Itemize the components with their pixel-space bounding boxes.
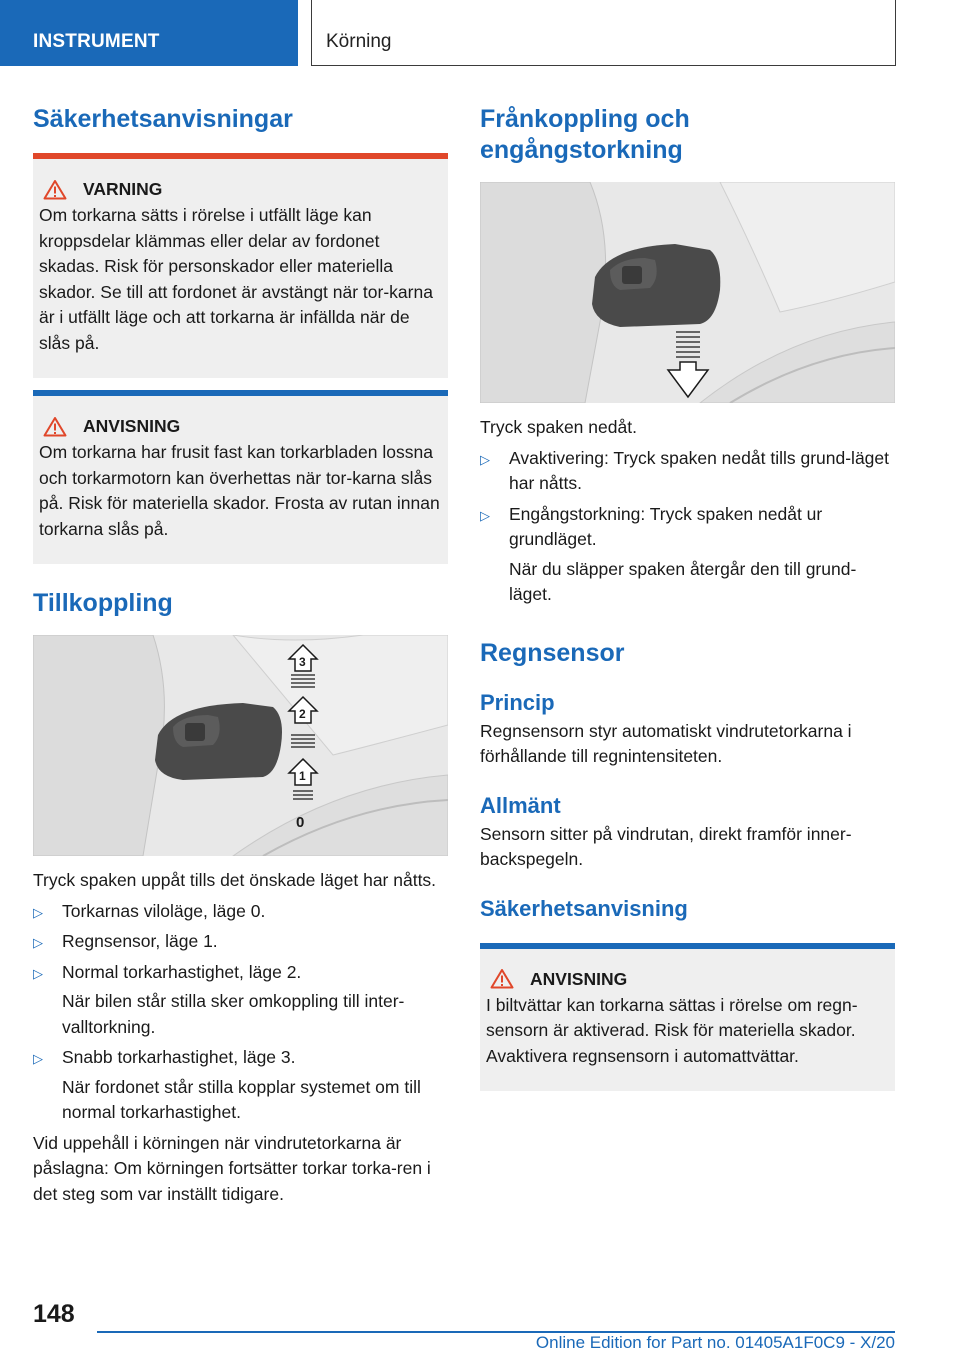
page-number: 148: [33, 1300, 75, 1328]
triangle-right-icon: ▷: [33, 965, 43, 981]
list-item: ▷ Normal torkarhastighet, läge 2.: [33, 960, 448, 986]
section-tab: INSTRUMENT: [0, 0, 298, 66]
position-label-1: 1: [299, 769, 306, 783]
heading-regnsensor: Regnsensor: [480, 638, 625, 667]
note-text: I biltvättar kan torkarna sättas i rörelse om regn-sensorn är aktiverad. Risk för materiella skador. Avaktivera regnsensorn i automattvättar.: [486, 994, 858, 1066]
triangle-right-icon: ▷: [480, 451, 490, 467]
heading-frankoppling: Frånkoppling och engångstorkning: [480, 105, 690, 164]
list-item: ▷ Engångstorkning: Tryck spaken nedåt ur grundläget.: [480, 503, 823, 549]
page-header: [0, 0, 960, 66]
note-box: [33, 390, 448, 564]
position-label-3: 3: [299, 655, 306, 669]
tillkoppling-list-cont: [33, 1045, 448, 1071]
princip-text: Regnsensorn styr automatiskt vindrutetorkarna i förhållande till regnintensiteten.: [480, 720, 852, 766]
warning-triangle-icon: [43, 179, 67, 200]
frankoppling-intro: Tryck spaken nedåt.: [480, 417, 637, 437]
right-column: [480, 100, 895, 1091]
note-title: [39, 414, 440, 438]
note-label: ANVISNING: [83, 416, 181, 436]
allmant-text: Sensorn sitter på vindrutan, direkt framför inner-backspegeln.: [480, 823, 852, 869]
warning-text: Om torkarna sätts i rörelse i utfällt läge kan kroppsdelar klämmas eller delar av fordonet skadas. Risk för personskador eller materiella skador. Se till att fordonet är avstängt när tor-karna är i utfällt läge och att torkarna är infällda när de slås på.: [39, 205, 433, 353]
left-column: [33, 100, 448, 1207]
wiper-lever-illustration: [480, 182, 895, 403]
list-item-note: När du släpper spaken återgår den till grund-läget.: [509, 558, 857, 604]
frankoppling-list: [480, 446, 895, 553]
warning-box: [33, 153, 448, 378]
regnsensor-note-box: [480, 943, 895, 1092]
note-label: ANVISNING: [530, 968, 628, 989]
list-item-note: När bilen står stilla sker omkoppling till inter-valltorkning.: [62, 991, 405, 1037]
list-item: ▷ Regnsensor, läge 1.: [33, 929, 448, 955]
note-title: [486, 967, 887, 991]
position-label-0: 0: [296, 814, 305, 831]
heading-sakerhetsanvisning: Säkerhetsanvisning: [480, 895, 688, 921]
triangle-right-icon: ▷: [33, 935, 43, 950]
wiper-lever-up-figure: [33, 635, 448, 856]
wiper-lever-illustration: [33, 635, 448, 856]
position-label-2: 2: [299, 707, 306, 721]
warning-label: VARNING: [83, 179, 163, 199]
heading-princip: Princip: [480, 689, 555, 715]
heading-tillkoppling: Tillkoppling: [33, 589, 173, 617]
list-item: ▷ Avaktivering: Tryck spaken nedåt tills grund-läget har nåtts.: [480, 447, 890, 493]
edition-text: Online Edition for Part no. 01405A1F0C9 - X/20: [535, 1333, 895, 1352]
list-item-note: När fordonet står stilla kopplar systemet om till normal torkarhastighet.: [62, 1076, 421, 1122]
warning-triangle-icon: [490, 968, 514, 989]
triangle-right-icon: ▷: [33, 1051, 43, 1066]
list-item: ▷ Snabb torkarhastighet, läge 3.: [33, 1045, 448, 1071]
list-item: ▷ Torkarnas viloläge, läge 0.: [33, 899, 448, 925]
wiper-lever-down-figure: [480, 182, 895, 403]
tillkoppling-intro: Tryck spaken uppåt tills det önskade läget har nåtts.: [33, 870, 437, 890]
warning-title: [39, 177, 440, 201]
heading-allmant: Allmänt: [480, 792, 561, 818]
triangle-right-icon: ▷: [480, 507, 490, 523]
heading-sakerhetsanvisningar: Säkerhetsanvisningar: [33, 105, 293, 133]
tillkoppling-list: [33, 899, 448, 986]
chapter-tab: Körning: [311, 0, 896, 66]
tillkoppling-outro: Vid uppehåll i körningen när vindrutetorkarna är påslagna: Om körningen fortsätter torkar torka-ren i det steg som var inställt tidigare.: [33, 1132, 431, 1204]
triangle-right-icon: ▷: [33, 904, 43, 920]
note-text: Om torkarna har frusit fast kan torkarbladen lossna och torkarmotorn kan överhettas när tor-karna slås på. Risk för materiella skador. Frosta av rutan innan torkarna slås på.: [39, 442, 440, 539]
warning-triangle-icon: [43, 416, 67, 437]
